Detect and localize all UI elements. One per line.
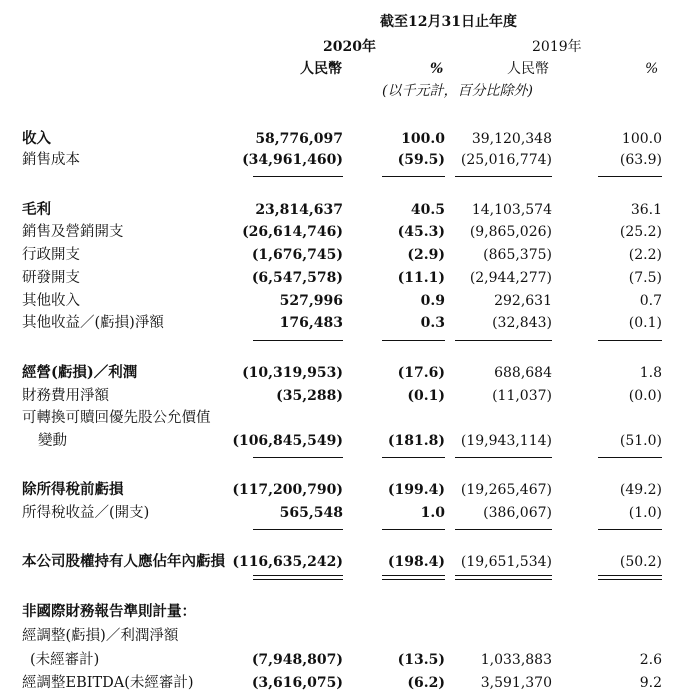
cell-2019-pct: (49.2) <box>619 482 662 498</box>
cell-2020-amount: (117,200,790) <box>232 482 343 498</box>
cell-2020-pct: (198.4) <box>387 554 445 570</box>
row-label-fair-value-change: 可轉換可贖回優先股公允價值 <box>22 410 211 426</box>
cell-2019-pct: 100.0 <box>621 131 662 147</box>
row-label-other-income: 其他收入 <box>22 293 80 309</box>
cell-2019-pct: (7.5) <box>628 270 662 286</box>
cell-2020-amount: 23,814,637 <box>255 202 343 218</box>
cell-2020-amount: (26,614,746) <box>242 224 343 240</box>
cell-2019-pct: 36.1 <box>630 202 662 218</box>
cell-2020-pct: 1.0 <box>420 505 445 521</box>
period-header: 截至12月31日止年度 <box>380 14 517 30</box>
cell-2019-amount: (25,016,774) <box>460 152 552 168</box>
cell-2020-amount: (35,288) <box>276 388 343 404</box>
rule <box>253 457 343 458</box>
cell-2019-pct: 0.7 <box>639 293 662 309</box>
rule <box>598 340 662 341</box>
rule <box>598 176 662 177</box>
cell-2020-pct: (45.3) <box>397 224 445 240</box>
double-rule <box>598 575 662 580</box>
cell-2020-pct: (6.2) <box>407 675 445 691</box>
cell-2020-amount: 176,483 <box>279 315 343 331</box>
cell-2020-amount: (10,319,953) <box>242 365 343 381</box>
cell-2019-amount: 688,684 <box>494 365 552 381</box>
cell-2019-amount: (9,865,026) <box>469 224 552 240</box>
row-label-adjusted-net-cont: (未經審計) <box>30 652 100 668</box>
row-label-finance-costs: 財務費用淨額 <box>22 388 109 404</box>
row-label-loss-attributable: 本公司股權持有人應佔年內虧損 <box>22 553 225 570</box>
cell-2019-amount: 292,631 <box>494 293 552 309</box>
rule <box>253 529 343 530</box>
cell-2020-amount: (106,845,549) <box>232 433 343 449</box>
cell-2019-amount: (11,037) <box>492 388 552 404</box>
row-label-loss-before-tax: 除所得稅前虧損 <box>22 481 124 498</box>
cell-2020-pct: 0.9 <box>420 293 445 309</box>
row-label-gross-profit: 毛利 <box>22 201 51 218</box>
cell-2019-amount: 3,591,370 <box>480 675 552 691</box>
rule <box>455 529 552 530</box>
cell-2020-amount: 527,996 <box>279 293 343 309</box>
rule <box>598 457 662 458</box>
row-label-adjusted-net: 經調整(虧損)／利潤淨額 <box>22 628 179 644</box>
cell-2019-amount: (865,375) <box>483 247 552 263</box>
cell-2020-pct: 40.5 <box>410 202 445 218</box>
cell-2019-pct: 2.6 <box>639 652 662 668</box>
row-label-non-ifrs-heading: 非國際財務報告準則計量： <box>22 603 196 620</box>
row-label-operating-loss-profit: 經營(虧損)／利潤 <box>22 364 138 381</box>
cell-2020-pct: (2.9) <box>407 247 445 263</box>
currency-2019-header: 人民幣 <box>507 61 549 77</box>
cell-2020-amount: 565,548 <box>279 505 343 521</box>
cell-2019-pct: 1.8 <box>639 365 662 381</box>
cell-2020-pct: 100.0 <box>401 131 445 147</box>
rule <box>455 457 552 458</box>
cell-2020-amount: (116,635,242) <box>232 554 343 570</box>
cell-2020-amount: (1,676,745) <box>251 247 343 263</box>
cell-2019-amount: 14,103,574 <box>471 202 552 218</box>
row-label-other-gains: 其他收益／(虧損)淨額 <box>22 315 164 331</box>
cell-2020-amount: 58,776,097 <box>255 131 343 147</box>
rule <box>382 457 445 458</box>
row-label-admin-expenses: 行政開支 <box>22 247 80 263</box>
cell-2019-pct: (63.9) <box>619 152 662 168</box>
rule <box>598 529 662 530</box>
cell-2020-amount: (6,547,578) <box>251 270 343 286</box>
cell-2019-amount: (19,265,467) <box>460 482 552 498</box>
cell-2019-pct: (25.2) <box>619 224 662 240</box>
rule <box>455 340 552 341</box>
cell-2019-pct: 9.2 <box>639 675 662 691</box>
cell-2020-pct: (0.1) <box>407 388 445 404</box>
rule <box>382 340 445 341</box>
cell-2019-amount: 1,033,883 <box>480 652 552 668</box>
cell-2019-amount: 39,120,348 <box>471 131 552 147</box>
pct-2020-header: % <box>430 61 444 77</box>
cell-2020-pct: (199.4) <box>387 482 445 498</box>
row-label-adjusted-ebitda: 經調整EBITDA(未經審計) <box>22 675 194 691</box>
cell-2020-pct: (13.5) <box>397 652 445 668</box>
row-label-cost-of-sales: 銷售成本 <box>22 152 80 168</box>
cell-2020-amount: (3,616,075) <box>251 675 343 691</box>
double-rule <box>253 575 343 580</box>
cell-2019-pct: (0.1) <box>628 315 662 331</box>
cell-2020-pct: (11.1) <box>397 270 445 286</box>
unit-note: (以千元計，百分比除外) <box>382 83 533 99</box>
rule <box>382 529 445 530</box>
row-label-rd-expenses: 研發開支 <box>22 270 80 286</box>
row-label-income-tax: 所得稅收益／(開支) <box>22 505 150 521</box>
cell-2019-amount: (386,067) <box>483 505 552 521</box>
cell-2019-pct: (51.0) <box>619 433 662 449</box>
currency-2020-header: 人民幣 <box>300 61 342 77</box>
pct-2019-header: % <box>645 61 659 77</box>
cell-2019-pct: (50.2) <box>619 554 662 570</box>
cell-2020-pct: (59.5) <box>397 152 445 168</box>
cell-2020-amount: (7,948,807) <box>251 652 343 668</box>
double-rule <box>382 575 445 580</box>
row-label-selling-expenses: 銷售及營銷開支 <box>22 224 124 240</box>
cell-2019-pct: (2.2) <box>628 247 662 263</box>
double-rule <box>455 575 552 580</box>
cell-2019-amount: (19,651,534) <box>460 554 552 570</box>
cell-2019-amount: (32,843) <box>492 315 552 331</box>
year-2019-header: 2019年 <box>532 39 582 55</box>
cell-2019-amount: (2,944,277) <box>469 270 552 286</box>
rule <box>253 340 343 341</box>
rule <box>382 176 445 177</box>
year-2020-header: 2020年 <box>323 39 376 55</box>
cell-2019-pct: (0.0) <box>628 388 662 404</box>
rule <box>253 176 343 177</box>
cell-2020-pct: 0.3 <box>420 315 445 331</box>
row-label-revenue: 收入 <box>22 130 51 147</box>
cell-2020-amount: (34,961,460) <box>242 152 343 168</box>
cell-2019-amount: (19,943,114) <box>460 433 552 449</box>
row-label-fair-value-change-cont: 變動 <box>38 433 67 449</box>
cell-2020-pct: (181.8) <box>387 433 445 449</box>
rule <box>455 176 552 177</box>
cell-2019-pct: (1.0) <box>628 505 662 521</box>
cell-2020-pct: (17.6) <box>397 365 445 381</box>
